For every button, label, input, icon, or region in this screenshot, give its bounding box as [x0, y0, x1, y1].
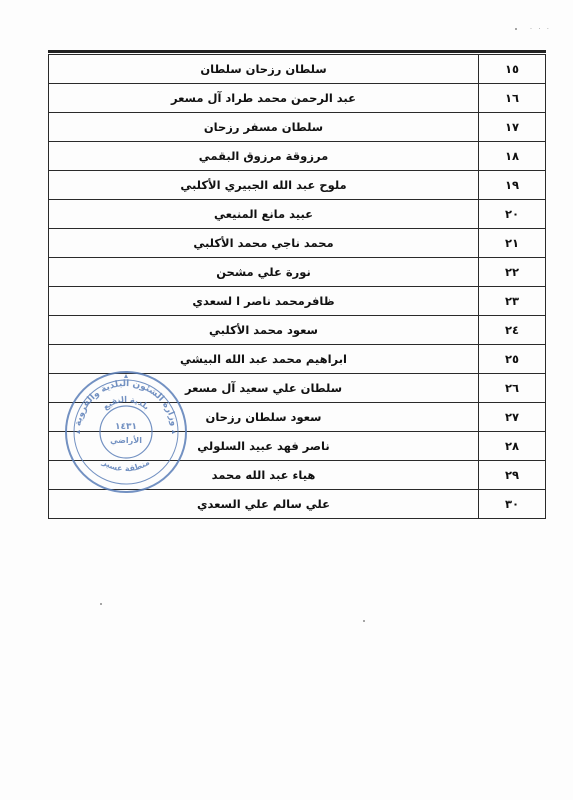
person-name: عبد الرحمن محمد طراد آل مسعر — [49, 84, 479, 113]
stamp-star-left — [76, 430, 80, 434]
row-number: ١٥ — [479, 55, 546, 84]
table-row — [49, 171, 546, 200]
row-number: ٢٦ — [479, 374, 546, 403]
person-name: علي سالم علي السعدي — [49, 490, 479, 519]
table-row — [49, 142, 546, 171]
row-number: ٢٧ — [479, 403, 546, 432]
person-name: ظافرمحمد ناصر ا لسعدي — [49, 287, 479, 316]
scan-speck — [363, 620, 365, 622]
person-name: سلطان رزحان سلطان — [49, 55, 479, 84]
row-number: ١٩ — [479, 171, 546, 200]
row-number: ١٨ — [479, 142, 546, 171]
person-name: ملوح عبد الله الجبيري الأكلبي — [49, 171, 479, 200]
table-row — [49, 84, 546, 113]
row-number: ٢٤ — [479, 316, 546, 345]
table-row — [49, 113, 546, 142]
table-row — [49, 200, 546, 229]
stamp-inner-text: بلدية النقيع — [101, 394, 152, 412]
person-name: سلطان مسفر رزحان — [49, 113, 479, 142]
stamp-center-text: الأراضي — [110, 436, 142, 445]
scan-mark: · · · — [529, 25, 551, 33]
row-number: ٢٢ — [479, 258, 546, 287]
scan-speck — [100, 603, 102, 605]
row-number: ١٧ — [479, 113, 546, 142]
stamp-year: ١٤٣١ — [115, 422, 137, 432]
table-row — [49, 258, 546, 287]
row-number: ٢١ — [479, 229, 546, 258]
table-row — [49, 229, 546, 258]
person-name: ناصر فهد عبيد السلولي — [49, 432, 479, 461]
stamp-outer-ring — [66, 372, 186, 492]
stamp-bottom-text: منطقة عسير — [100, 457, 152, 474]
person-name: مرزوقة مرزوق البقمي — [49, 142, 479, 171]
person-name: ابراهيم محمد عبد الله البيشي — [49, 345, 479, 374]
row-number: ٢٠ — [479, 200, 546, 229]
row-number: ٢٥ — [479, 345, 546, 374]
table-top-rule — [48, 50, 546, 53]
stamp-outer-text: وزارة الشئون البلدية والقروية — [73, 378, 179, 427]
row-number: ٢٨ — [479, 432, 546, 461]
person-name: سعود سلطان رزحان — [49, 403, 479, 432]
person-name: نورة علي مشحن — [49, 258, 479, 287]
official-stamp — [62, 368, 190, 496]
table-row — [49, 287, 546, 316]
row-number: ٣٠ — [479, 490, 546, 519]
stamp-star-right — [172, 430, 176, 434]
scan-speck — [515, 28, 517, 30]
row-number: ١٦ — [479, 84, 546, 113]
person-name: عبيد مانع المنيعي — [49, 200, 479, 229]
stamp-star-top — [124, 374, 128, 378]
table-row — [49, 55, 546, 84]
row-number: ٢٣ — [479, 287, 546, 316]
person-name: محمد ناجي محمد الأكلبي — [49, 229, 479, 258]
table-row — [49, 316, 546, 345]
stamp-inner-ring — [100, 406, 152, 458]
person-name: سعود محمد الأكلبي — [49, 316, 479, 345]
person-name: هياء عبد الله محمد — [49, 461, 479, 490]
person-name: سلطان علي سعيد آل مسعر — [49, 374, 479, 403]
row-number: ٢٩ — [479, 461, 546, 490]
